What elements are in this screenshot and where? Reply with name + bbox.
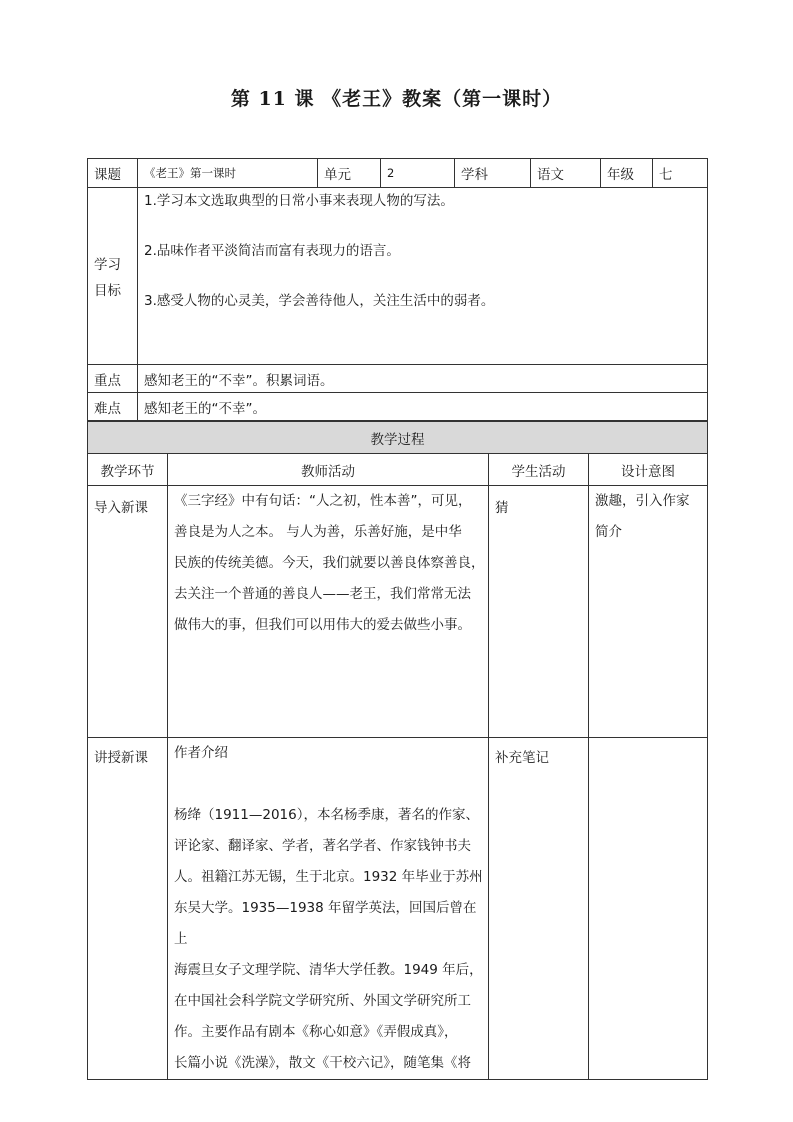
- teacher-line: 东吴大学。1935—1938 年留学英法，回国后曾在上: [174, 900, 477, 947]
- teacher-line: 去关注一个普通的善良人——老王，我们常常无法: [174, 586, 471, 602]
- goals-row: [88, 188, 708, 365]
- goal-item-3: 3.感受人物的心灵美，学会善待他人，关注生活中的弱者。: [144, 293, 495, 309]
- info-table: [87, 158, 708, 421]
- difficulty-row: [88, 393, 708, 421]
- page-title: 第 11 课 《老王》教案（第一课时）: [230, 88, 563, 110]
- teacher-line: 海震旦女子文理学院、清华大学任教。1949 年后，: [174, 962, 483, 978]
- info-row: [88, 159, 708, 188]
- process-columns-row: [88, 454, 708, 486]
- spacer: [174, 769, 488, 800]
- grade-value: 七: [653, 159, 708, 188]
- teacher-line: 作。主要作品有剧本《称心如意》《弄假成真》，: [174, 1024, 458, 1040]
- subject-label: 学科: [455, 159, 531, 188]
- table-row: [88, 738, 708, 1080]
- goal-item-1: 1.学习本文选取典型的日常小事来表现人物的写法。: [144, 193, 454, 209]
- teacher-line: 长篇小说《洗澡》，散文《干校六记》，随笔集《将: [174, 1055, 471, 1071]
- grade-label: 年级: [601, 159, 653, 188]
- teacher-line: 杨绛（1911—2016），本名杨季康，著名的作家、: [174, 807, 479, 823]
- teacher-line: 人。祖籍江苏无锡，生于北京。1932 年毕业于苏州: [174, 869, 483, 885]
- goals-content: [138, 188, 708, 365]
- student-cell: 猜: [489, 486, 589, 738]
- unit-value: 2: [381, 159, 455, 188]
- teacher-line: 善良是为人之本。 与人为善，乐善好施，是中华: [174, 524, 462, 540]
- stage-cell: 导入新课: [88, 486, 168, 738]
- goals-label-line-1: 学习: [94, 257, 121, 273]
- process-table: [87, 421, 708, 1080]
- teacher-line: 评论家、翻译家、学者，著名学者、作家钱钟书夫: [174, 838, 471, 854]
- col-teacher: 教师活动: [168, 454, 489, 486]
- purpose-cell: [589, 486, 708, 738]
- goal-item-2: 2.品味作者平淡简洁而富有表现力的语言。: [144, 243, 400, 259]
- table-row: [88, 486, 708, 738]
- teacher-heading: 作者介绍: [174, 745, 228, 761]
- key-point-row: [88, 365, 708, 393]
- difficulty-text: 感知老王的“不幸”。: [138, 393, 708, 421]
- purpose-line: 简介: [595, 524, 622, 540]
- purpose-cell: [589, 738, 708, 1080]
- unit-label: 单元: [318, 159, 381, 188]
- col-purpose: 设计意图: [589, 454, 708, 486]
- subject-value: 语文: [531, 159, 601, 188]
- col-student: 学生活动: [489, 454, 589, 486]
- teacher-line: 做伟大的事，但我们可以用伟大的爱去做些小事。: [174, 617, 471, 633]
- process-header-row: [88, 422, 708, 454]
- teacher-cell: [168, 738, 489, 1080]
- purpose-line: 激趣，引入作家: [595, 493, 690, 509]
- student-cell: 补充笔记: [489, 738, 589, 1080]
- difficulty-label: 难点: [88, 393, 138, 421]
- col-stage: 教学环节: [88, 454, 168, 486]
- teacher-line: 民族的传统美德。今天，我们就要以善良体察善良，: [174, 555, 485, 571]
- teacher-cell: [168, 486, 489, 738]
- teacher-line: 在中国社会科学院文学研究所、外国文学研究所工: [174, 993, 471, 1009]
- goals-label-line-2: 目标: [94, 283, 121, 299]
- key-point-label: 重点: [88, 365, 138, 393]
- process-header: 教学过程: [88, 422, 708, 454]
- topic-label: 课题: [88, 159, 138, 188]
- topic-value: 《老王》第一课时: [138, 159, 318, 188]
- goals-label: [88, 188, 138, 365]
- stage-cell: 讲授新课: [88, 738, 168, 1080]
- teacher-line: 《三字经》中有句话：“人之初，性本善”，可见，: [174, 493, 472, 509]
- key-point-text: 感知老王的“不幸”。积累词语。: [138, 365, 708, 393]
